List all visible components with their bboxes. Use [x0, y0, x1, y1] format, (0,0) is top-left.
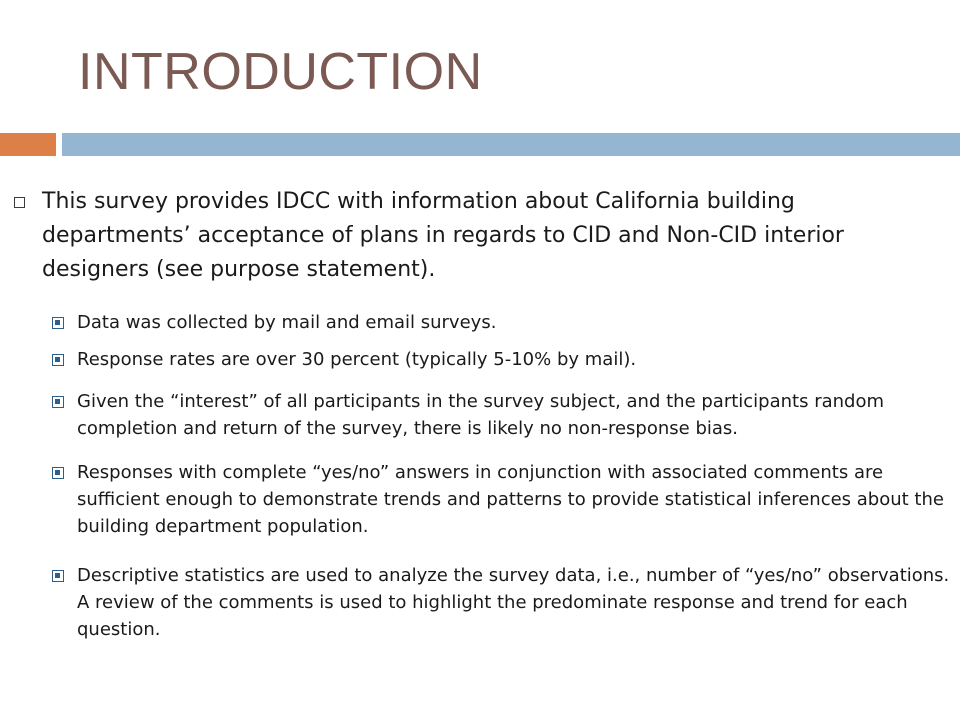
sub-bullet-text: Descriptive statistics are used to analyze the survey data, i.e., number of “yes/no” observations. A review of the comments is used to highlight the predominate response and trend for each question. [77, 565, 950, 640]
sub-bullet-text: Data was collected by mail and email surveys. [77, 312, 497, 333]
sub-bullet-text: Given the “interest” of all participants in the survey subject, and the participants random completion and return of the survey, there is likely no non-response bias. [77, 391, 885, 439]
square-bullet-icon [52, 317, 64, 329]
title-underline-bar [62, 133, 960, 156]
square-bullet-icon [14, 197, 25, 208]
title-accent-bar [0, 133, 56, 156]
main-bullet-text: This survey provides IDCC with information about California building departments’ acceptance of plans in regards to CID and Non-CID interior designers (see purpose statement). [42, 189, 844, 282]
square-bullet-icon [52, 354, 64, 366]
sub-bullet-text: Responses with complete “yes/no” answers in conjunction with associated comments are sufficient enough to demonstrate trends and patterns to provide statistical inferences about the building department population. [77, 462, 944, 537]
slide-title: INTRODUCTION [78, 43, 483, 101]
square-bullet-icon [52, 396, 64, 408]
square-bullet-icon [52, 570, 64, 582]
sub-bullet-text: Response rates are over 30 percent (typically 5-10% by mail). [77, 349, 637, 370]
square-bullet-icon [52, 467, 64, 479]
